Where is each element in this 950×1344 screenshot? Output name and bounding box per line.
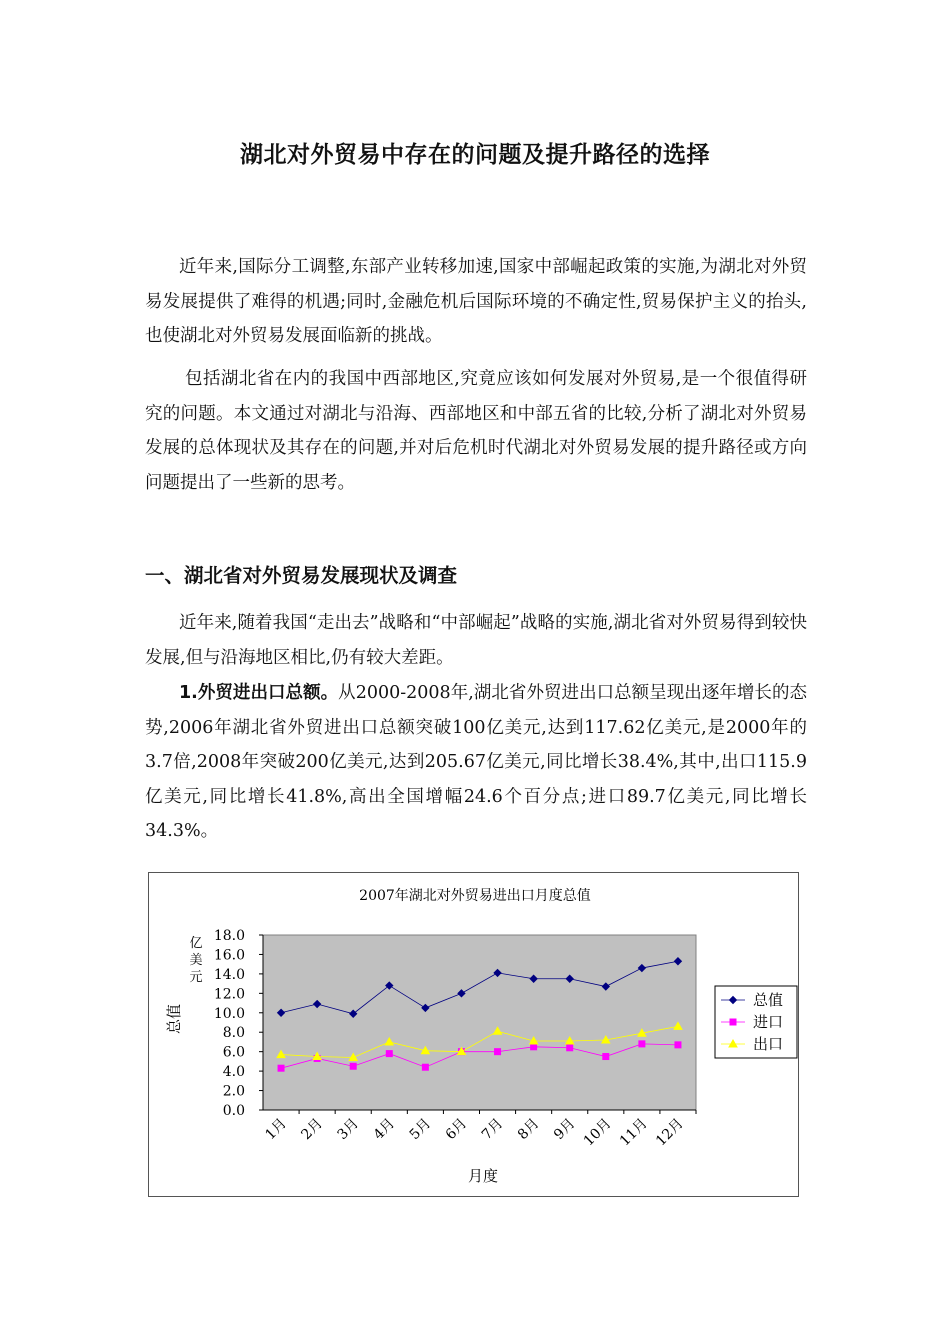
series-2-point [422,1064,428,1070]
series-2-point [278,1065,284,1071]
x-tick-label: 9月 [551,1115,579,1144]
series-2-point [567,1045,573,1051]
document-title: 湖北对外贸易中存在的问题及提升路径的选择 [240,142,710,168]
series-2-point [675,1042,681,1048]
y-unit-label-char: 元 [189,970,203,985]
section-heading: 一、湖北省对外贸易发展现状及调查 [145,564,458,587]
y-unit-label-char: 美 [189,953,203,968]
y-axis-label: 总值 [165,1003,183,1035]
y-unit-label-char: 亿 [189,936,203,951]
series-2-point [639,1041,645,1047]
legend-label-1: 总值 [753,991,784,1009]
x-axis-label: 月度 [467,1167,499,1185]
section-paragraph-2 [145,676,807,849]
x-tick-label: 1月 [262,1115,290,1144]
y-tick-label: 14.0 [213,966,245,983]
intro-paragraph-1: 近年来,国际分工调整,东部产业转移加速,国家中部崛起政策的实施,为湖北对外贸易发展提供了难得的机遇;同时,金融危机后国际环境的不确定性,贸易保护主义的抬头,也使湖北对外贸易发展面临新的挑战。 [145,257,807,346]
section-paragraph-1: 近年来,随着我国“走出去”战略和“中部崛起”战略的实施,湖北省对外贸易得到较快发展,但与沿海地区相比,仍有较大差距。 [145,613,807,668]
paragraph-body: 从2000-2008年,湖北省外贸进出口总额呈现出逐年增长的态势,2006年湖北省外贸进出口总额突破100亿美元,达到117.62亿美元,是2000年的3.7倍,2008年突破200亿美元,达到205.67亿美元,同比增长38.4%,其中,出口115.9亿美元,同比增长41.8%,高出全国增幅24.6个百分点;进口89.7亿美元,同比增长34.3%。 [145,683,808,841]
legend-label-3: 出口 [753,1035,784,1053]
series-2-point [495,1049,501,1055]
paragraph-lead: 1.外贸进出口总额。 [179,683,339,703]
y-tick-label: 4.0 [222,1064,245,1081]
y-tick-label: 8.0 [222,1025,245,1042]
x-tick-label: 3月 [334,1115,363,1144]
series-2-point [531,1044,537,1050]
series-2-point [603,1054,609,1060]
x-tick-label: 11月 [616,1115,651,1150]
x-tick-label: 6月 [442,1115,471,1144]
plot-area [263,935,696,1110]
y-tick-label: 10.0 [213,1005,245,1022]
line-chart [149,873,800,1198]
y-tick-label: 2.0 [222,1083,245,1100]
chart-container [148,872,799,1197]
chart-title: 2007年湖北对外贸易进出口月度总值 [359,888,591,904]
y-tick-label: 0.0 [222,1103,245,1119]
series-2-point [350,1063,356,1069]
y-tick-label: 6.0 [222,1044,245,1061]
legend-marker-2 [730,1019,736,1025]
x-tick-label: 7月 [478,1115,507,1144]
legend-label-2: 进口 [753,1013,784,1031]
intro-paragraph-2: 包括湖北省在内的我国中西部地区,究竟应该如何发展对外贸易,是一个很值得研究的问题。本文通过对湖北与沿海、西部地区和中部五省的比较,分析了湖北对外贸易发展的总体现状及其存在的问题,并对后危机时代湖北对外贸易发展的提升路径或方向问题提出了一些新的思考。 [145,369,807,493]
y-tick-label: 16.0 [213,947,245,964]
y-tick-label: 18.0 [213,928,245,944]
series-2-point [386,1051,392,1057]
x-tick-label: 8月 [514,1115,543,1144]
x-tick-label: 10月 [580,1115,615,1150]
x-tick-label: 5月 [406,1115,435,1144]
x-tick-label: 4月 [370,1115,399,1144]
x-tick-label: 12月 [652,1115,687,1150]
x-tick-label: 2月 [298,1115,326,1144]
y-tick-label: 12.0 [213,986,245,1003]
